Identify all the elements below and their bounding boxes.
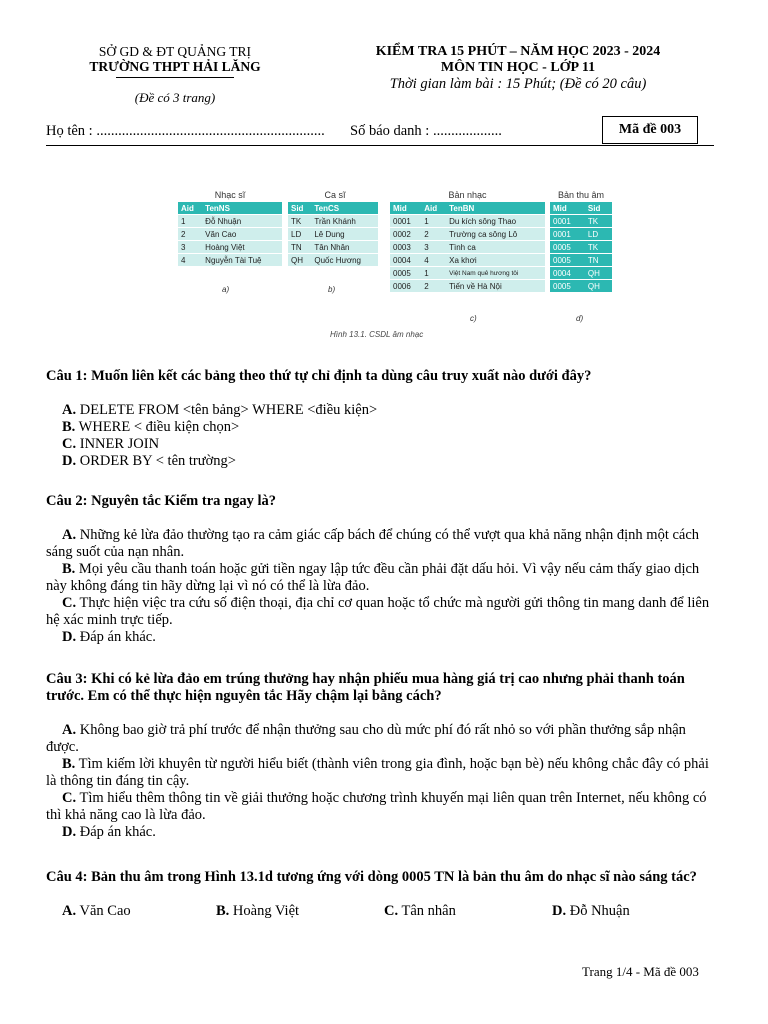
table-cell: 1 (178, 215, 202, 228)
table-cell: 1 (421, 267, 446, 280)
option-text: WHERE < điều kiện chọn> (78, 419, 240, 435)
option-text: Mọi yêu cầu thanh toán hoặc gửi tiền ngay lập tức đều cần phải đặt dấu hỏi. Vì vậy nếu cảm thấy giao dịch này không đáng tin hãy dừng lại vì nó có thể là lừa đảo. (46, 561, 700, 594)
answer-option-d[interactable] (46, 824, 722, 841)
answer-option-d[interactable] (46, 629, 722, 646)
table-cell: 0004 (550, 267, 585, 280)
option-letter: C. (62, 595, 77, 611)
table-label-c: c) (470, 314, 477, 323)
option-letter: A. (62, 527, 77, 543)
table-cell: TK (585, 215, 612, 228)
table-cell: 0003 (390, 241, 421, 254)
table-cell: 1 (421, 215, 446, 228)
answer-options-row (46, 903, 722, 921)
question-title: Câu 3: Khi có kẻ lừa đảo em trúng thưởng hay nhận phiếu mua hàng giá trị cao nhưng phải thanh toán trước. Em có thể thực hiện nguyên tắc Hãy chậm lại bằng cách? (46, 671, 685, 704)
table-cell: TN (288, 241, 311, 254)
pages-note: (Đề có 3 trang) (134, 90, 216, 105)
col-header: Mid (550, 202, 585, 215)
answer-option-a[interactable] (46, 527, 722, 561)
table-cell: 4 (421, 254, 446, 267)
school-name: TRƯỜNG THPT HẢI LĂNG (89, 59, 261, 74)
table-cell: 0006 (390, 280, 421, 293)
answer-option-d[interactable] (62, 453, 722, 470)
table-title-ban-nhac: Bản nhạc (448, 190, 487, 200)
col-header: Aid (421, 202, 446, 215)
col-header: TenCS (311, 202, 378, 215)
option-text: Những kẻ lừa đảo thường tạo ra cảm giác cấp bách để chúng có thể vượt qua khả năng nhận định một cách sáng suốt của nạn nhân. (46, 527, 700, 560)
table-cell: QH (585, 267, 612, 280)
option-text: DELETE FROM <tên bảng> WHERE <điều kiện> (79, 402, 378, 418)
option-letter: B. (216, 903, 230, 919)
question-2 (46, 493, 722, 646)
school-header (60, 44, 290, 105)
question-title: Câu 2: Nguyên tắc Kiểm tra ngay là? (46, 493, 276, 509)
option-letter: D. (62, 629, 77, 645)
table-cell: 0001 (550, 215, 585, 228)
col-header: Sid (585, 202, 612, 215)
table-cell: Xa khơi (446, 254, 545, 267)
table-cell: 4 (178, 254, 202, 267)
department-name: SỞ GD & ĐT QUẢNG TRỊ (98, 44, 252, 59)
col-header: Aid (178, 202, 202, 215)
option-text: ORDER BY < tên trường> (79, 453, 236, 469)
question-4 (46, 869, 722, 921)
option-text: Tìm kiếm lời khuyên từ người hiểu biết (thành viên trong gia đình, hoặc bạn bè) nếu không chắc đây có phải là thông tin đáng tin cậy. (46, 756, 709, 789)
table-cell: 0005 (550, 241, 585, 254)
table-ban-nhac (390, 202, 545, 293)
table-cell: Việt Nam quê hương tôi (446, 267, 545, 280)
table-cell: Lê Dung (311, 228, 378, 241)
table-cell: 2 (421, 280, 446, 293)
table-cell: 0005 (550, 254, 585, 267)
table-cell: Quốc Hương (311, 254, 378, 267)
option-text: INNER JOIN (79, 436, 160, 452)
option-letter: C. (62, 790, 77, 806)
table-cell: Tình ca (446, 241, 545, 254)
table-cell: LD (585, 228, 612, 241)
answer-option-c[interactable] (46, 790, 722, 824)
table-cell: Đỗ Nhuận (202, 215, 282, 228)
table-cell: Nguyễn Tài Tuệ (202, 254, 282, 267)
option-text: Thực hiện việc tra cứu số điện thoại, địa chỉ cơ quan hoặc tổ chức mà người gửi thông tin mang danh để liên hệ xác minh trực tiếp. (46, 595, 710, 628)
option-text: Đỗ Nhuận (569, 903, 630, 919)
table-cell: QH (288, 254, 311, 267)
table-cell: QH (585, 280, 612, 293)
table-cell: TK (585, 241, 612, 254)
header-rule (46, 145, 714, 146)
option-text: Đáp án khác. (79, 629, 156, 645)
page-footer: Trang 1/4 - Mã đề 003 (582, 964, 699, 979)
table-cell: 0005 (550, 280, 585, 293)
answer-option-a[interactable] (62, 402, 722, 419)
option-letter: C. (384, 903, 399, 919)
option-letter: C. (62, 436, 77, 452)
option-letter: D. (62, 824, 77, 840)
answer-option-c[interactable] (62, 436, 722, 453)
answer-option-b[interactable] (46, 561, 722, 595)
table-cell: TN (585, 254, 612, 267)
candidate-number-line: Số báo danh : ................... (350, 123, 502, 139)
option-letter: D. (552, 903, 567, 919)
answer-option-d[interactable] (552, 903, 630, 920)
student-name-line: Họ tên : ............................................................... (46, 123, 325, 139)
question-1 (46, 368, 722, 470)
answer-option-b[interactable] (46, 756, 722, 790)
option-text: Hoàng Việt (232, 903, 300, 919)
option-text: Văn Cao (79, 903, 131, 919)
exam-subject: MÔN TIN HỌC - LỚP 11 (440, 60, 596, 75)
answer-option-c[interactable] (46, 595, 722, 629)
table-label-a: a) (222, 285, 230, 294)
option-letter: B. (62, 561, 76, 577)
table-title-nhac-si: Nhạc sĩ (214, 190, 246, 200)
table-cell: Tiến về Hà Nội (446, 280, 545, 293)
table-cell: TK (288, 215, 311, 228)
option-letter: D. (62, 453, 77, 469)
table-cell: Văn Cao (202, 228, 282, 241)
answer-option-b[interactable] (216, 903, 299, 920)
header-divider (116, 77, 234, 78)
option-text: Không bao giờ trả phí trước để nhận thưởng sau cho dù mức phí đó rất nhỏ so với phần thưởng sắp nhận được. (46, 722, 686, 755)
table-ban-thu-am (550, 202, 612, 293)
col-header: TenBN (446, 202, 545, 215)
table-cell: 2 (178, 228, 202, 241)
option-text: Tân nhân (401, 903, 456, 919)
table-cell: 0002 (390, 228, 421, 241)
exam-time-note: Thời gian làm bài : 15 Phút; (Đề có 20 câu) (389, 76, 647, 92)
option-letter: A. (62, 903, 77, 919)
option-text: Tìm hiểu thêm thông tin về giải thưởng hoặc chương trình khuyến mại liên quan trên Internet, nếu không có thì khả năng cao là lừa đảo. (46, 790, 707, 823)
option-letter: B. (62, 756, 76, 772)
table-label-d: d) (576, 314, 584, 323)
table-cell: 0001 (550, 228, 585, 241)
col-header: TenNS (202, 202, 282, 215)
exam-code-box: Mã đề 003 (602, 116, 698, 144)
question-3 (46, 671, 722, 841)
table-cell: 0004 (390, 254, 421, 267)
question-title: Câu 1: Muốn liên kết các bảng theo thứ tự chỉ định ta dùng câu truy xuất nào dưới đây? (46, 368, 592, 384)
table-nhac-si (178, 202, 282, 267)
answer-option-a[interactable] (62, 903, 131, 920)
table-title-ban-thu-am: Bản thu âm (557, 190, 605, 200)
table-cell: Du kích sông Thao (446, 215, 545, 228)
exam-header (318, 44, 718, 92)
table-cell: 3 (421, 241, 446, 254)
table-cell: Trường ca sông Lô (446, 228, 545, 241)
question-title: Câu 4: Bản thu âm trong Hình 13.1d tương ứng với dòng 0005 TN là bản thu âm do nhạc sĩ nào sáng tác? (46, 869, 697, 885)
col-header: Sid (288, 202, 311, 215)
option-letter: B. (62, 419, 76, 435)
answer-option-c[interactable] (384, 903, 456, 920)
option-letter: A. (62, 722, 77, 738)
answer-option-a[interactable] (46, 722, 722, 756)
figure-caption: Hình 13.1. CSDL âm nhạc (330, 330, 424, 339)
table-cell: 0005 (390, 267, 421, 280)
table-cell: Hoàng Việt (202, 241, 282, 254)
table-ca-si (288, 202, 378, 267)
table-label-b: b) (328, 285, 336, 294)
exam-title: KIỂM TRA 15 PHÚT – NĂM HỌC 2023 - 2024 (375, 44, 661, 59)
table-cell: Tân Nhân (311, 241, 378, 254)
col-header: Mid (390, 202, 421, 215)
option-letter: A. (62, 402, 77, 418)
answer-option-b[interactable] (62, 419, 722, 436)
table-cell: Trần Khánh (311, 215, 378, 228)
table-cell: 2 (421, 228, 446, 241)
table-cell: 3 (178, 241, 202, 254)
table-cell: 0001 (390, 215, 421, 228)
option-text: Đáp án khác. (79, 824, 156, 840)
table-cell: LD (288, 228, 311, 241)
table-title-ca-si: Ca sĩ (324, 190, 346, 200)
